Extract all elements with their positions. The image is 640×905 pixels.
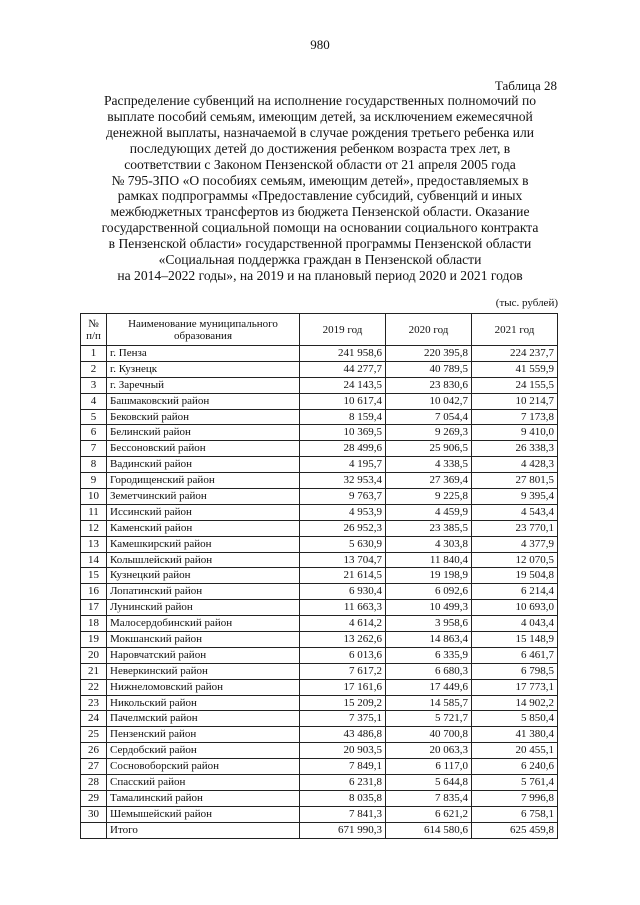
value-2021: 4 543,4: [472, 504, 558, 520]
value-2021: 7 173,8: [472, 409, 558, 425]
value-2019: 13 704,7: [300, 552, 386, 568]
value-2021: 27 801,5: [472, 473, 558, 489]
row-number: 8: [81, 457, 107, 473]
value-2020: 7 835,4: [386, 790, 472, 806]
value-2021: 41 559,9: [472, 361, 558, 377]
value-2021: 14 902,2: [472, 695, 558, 711]
row-number: 3: [81, 377, 107, 393]
value-2020: 5 721,7: [386, 711, 472, 727]
value-2021: 9 410,0: [472, 425, 558, 441]
table-row: [81, 775, 558, 791]
municipality-name: Тамалинский район: [107, 790, 300, 806]
value-2019: 8 159,4: [300, 409, 386, 425]
table-row: [81, 711, 558, 727]
value-2021: 20 455,1: [472, 743, 558, 759]
title-line: денежной выплаты, назначаемой в случае рождения третьего ребенка или: [105, 124, 535, 140]
subvention-table: [80, 313, 558, 839]
header-2021: 2021 год: [472, 314, 558, 346]
table-row: [81, 743, 558, 759]
title-line: последующих детей до достижения ребенком возраста трех лет, в: [129, 140, 511, 156]
total-row: [81, 822, 558, 838]
value-2021: 15 148,9: [472, 632, 558, 648]
value-2021: 6 798,5: [472, 663, 558, 679]
municipality-name: г. Пенза: [107, 346, 300, 362]
table-row: [81, 346, 558, 362]
value-2020: 6 621,2: [386, 806, 472, 822]
value-2020: 17 449,6: [386, 679, 472, 695]
title-line: государственной социальной помощи на основании социального контракта: [101, 220, 539, 236]
row-number: 26: [81, 743, 107, 759]
municipality-name: г. Заречный: [107, 377, 300, 393]
value-2021: 4 043,4: [472, 616, 558, 632]
value-2021: 5 850,4: [472, 711, 558, 727]
municipality-name: Вадинский район: [107, 457, 300, 473]
value-2020: 4 459,9: [386, 504, 472, 520]
value-2020: 27 369,4: [386, 473, 472, 489]
table-row: [81, 409, 558, 425]
table-header-row: [81, 314, 558, 346]
table-row: [81, 632, 558, 648]
total-2019: 671 990,3: [300, 822, 386, 838]
title-line: на 2014–2022 годы», на 2019 и на плановый период 2020 и 2021 годов: [117, 267, 523, 283]
row-number: 12: [81, 520, 107, 536]
value-2019: 11 663,3: [300, 600, 386, 616]
municipality-name: Башмаковский район: [107, 393, 300, 409]
value-2021: 6 214,4: [472, 584, 558, 600]
municipality-name: Спасский район: [107, 775, 300, 791]
municipality-name: Камешкирский район: [107, 536, 300, 552]
value-2019: 6 930,4: [300, 584, 386, 600]
value-2020: 25 906,5: [386, 441, 472, 457]
municipality-name: Наровчатский район: [107, 647, 300, 663]
table-row: [81, 536, 558, 552]
value-2020: 20 063,3: [386, 743, 472, 759]
value-2020: 9 269,3: [386, 425, 472, 441]
table-row: [81, 568, 558, 584]
value-2020: 5 644,8: [386, 775, 472, 791]
municipality-name: Малосердобинский район: [107, 616, 300, 632]
value-2020: 6 117,0: [386, 759, 472, 775]
row-number: 4: [81, 393, 107, 409]
row-number: 23: [81, 695, 107, 711]
table-row: [81, 790, 558, 806]
title-line: рамках подпрограммы «Предоставление субсидий, субвенций и иных: [117, 188, 523, 204]
table-row: [81, 647, 558, 663]
row-number: 14: [81, 552, 107, 568]
table-row: [81, 457, 558, 473]
value-2020: 6 335,9: [386, 647, 472, 663]
title-line: «Социальная поддержка граждан в Пензенской области: [158, 252, 482, 268]
value-2021: 41 380,4: [472, 727, 558, 743]
table-row: [81, 425, 558, 441]
header-name: Наименование муниципального образования: [107, 314, 300, 346]
title-line: межбюджетных трансфертов из бюджета Пензенской области. Оказание: [110, 204, 530, 220]
table-row: [81, 584, 558, 600]
table-row: [81, 552, 558, 568]
value-2020: 220 395,8: [386, 346, 472, 362]
value-2019: 5 630,9: [300, 536, 386, 552]
row-number: 16: [81, 584, 107, 600]
value-2020: 6 680,3: [386, 663, 472, 679]
header-2019: 2019 год: [300, 314, 386, 346]
value-2020: 11 840,4: [386, 552, 472, 568]
value-2021: 19 504,8: [472, 568, 558, 584]
table-label: Таблица 28: [494, 78, 557, 93]
header-num: № п/п: [81, 314, 107, 346]
table-row: [81, 695, 558, 711]
value-2019: 24 143,5: [300, 377, 386, 393]
row-number: 19: [81, 632, 107, 648]
value-2021: 12 070,5: [472, 552, 558, 568]
value-2019: 13 262,6: [300, 632, 386, 648]
municipality-name: Никольский район: [107, 695, 300, 711]
row-number: 2: [81, 361, 107, 377]
value-2019: 7 841,3: [300, 806, 386, 822]
municipality-name: Колышлейский район: [107, 552, 300, 568]
table-row: [81, 377, 558, 393]
units-label: (тыс. рублей): [495, 297, 558, 309]
value-2020: 40 700,8: [386, 727, 472, 743]
value-2019: 7 617,2: [300, 663, 386, 679]
title-line: № 795-ЗПО «О пособиях семьям, имеющим детей», предоставляемых в: [111, 172, 529, 188]
document-title: [70, 93, 570, 284]
value-2021: 224 237,7: [472, 346, 558, 362]
row-number: 25: [81, 727, 107, 743]
municipality-name: Белинский район: [107, 425, 300, 441]
value-2020: 14 863,4: [386, 632, 472, 648]
value-2019: 10 369,5: [300, 425, 386, 441]
value-2019: 44 277,7: [300, 361, 386, 377]
value-2021: 9 395,4: [472, 489, 558, 505]
municipality-name: Сосновоборский район: [107, 759, 300, 775]
table-row: [81, 616, 558, 632]
municipality-name: Лопатинский район: [107, 584, 300, 600]
value-2021: 17 773,1: [472, 679, 558, 695]
municipality-name: Бессоновский район: [107, 441, 300, 457]
value-2020: 6 092,6: [386, 584, 472, 600]
total-empty-cell: [81, 822, 107, 838]
value-2019: 21 614,5: [300, 568, 386, 584]
value-2020: 4 338,5: [386, 457, 472, 473]
value-2021: 6 240,6: [472, 759, 558, 775]
row-number: 22: [81, 679, 107, 695]
row-number: 20: [81, 647, 107, 663]
value-2020: 10 042,7: [386, 393, 472, 409]
row-number: 1: [81, 346, 107, 362]
value-2021: 4 428,3: [472, 457, 558, 473]
value-2019: 7 849,1: [300, 759, 386, 775]
municipality-name: Шемышейский район: [107, 806, 300, 822]
page-number: 980: [310, 37, 330, 52]
row-number: 9: [81, 473, 107, 489]
value-2021: 26 338,3: [472, 441, 558, 457]
value-2021: 5 761,4: [472, 775, 558, 791]
value-2020: 3 958,6: [386, 616, 472, 632]
municipality-name: г. Кузнецк: [107, 361, 300, 377]
title-line: в Пензенской области» государственной программы Пензенской области: [108, 236, 532, 252]
table-row: [81, 520, 558, 536]
municipality-name: Бековский район: [107, 409, 300, 425]
value-2019: 6 013,6: [300, 647, 386, 663]
value-2019: 20 903,5: [300, 743, 386, 759]
value-2021: 10 693,0: [472, 600, 558, 616]
value-2020: 14 585,7: [386, 695, 472, 711]
row-number: 18: [81, 616, 107, 632]
row-number: 11: [81, 504, 107, 520]
value-2020: 40 789,5: [386, 361, 472, 377]
value-2019: 4 195,7: [300, 457, 386, 473]
value-2019: 10 617,4: [300, 393, 386, 409]
value-2021: 24 155,5: [472, 377, 558, 393]
value-2020: 19 198,9: [386, 568, 472, 584]
municipality-name: Сердобский район: [107, 743, 300, 759]
table-row: [81, 473, 558, 489]
row-number: 27: [81, 759, 107, 775]
table-row: [81, 361, 558, 377]
table-row: [81, 727, 558, 743]
row-number: 7: [81, 441, 107, 457]
value-2019: 241 958,6: [300, 346, 386, 362]
municipality-name: Нижнеломовский район: [107, 679, 300, 695]
total-2021: 625 459,8: [472, 822, 558, 838]
header-2020: 2020 год: [386, 314, 472, 346]
row-number: 6: [81, 425, 107, 441]
table-row: [81, 663, 558, 679]
municipality-name: Пачелмский район: [107, 711, 300, 727]
table-row: [81, 441, 558, 457]
row-number: 13: [81, 536, 107, 552]
value-2019: 28 499,6: [300, 441, 386, 457]
value-2019: 17 161,6: [300, 679, 386, 695]
value-2019: 8 035,8: [300, 790, 386, 806]
value-2021: 6 461,7: [472, 647, 558, 663]
municipality-name: Иссинский район: [107, 504, 300, 520]
row-number: 21: [81, 663, 107, 679]
table-row: [81, 393, 558, 409]
value-2019: 6 231,8: [300, 775, 386, 791]
value-2020: 9 225,8: [386, 489, 472, 505]
row-number: 5: [81, 409, 107, 425]
table-row: [81, 600, 558, 616]
value-2020: 23 830,6: [386, 377, 472, 393]
title-line: Распределение субвенций на исполнение государственных полномочий по: [103, 93, 537, 108]
row-number: 30: [81, 806, 107, 822]
municipality-name: Пензенский район: [107, 727, 300, 743]
municipality-name: Каменский район: [107, 520, 300, 536]
total-label: Итого: [107, 822, 300, 838]
table-row: [81, 489, 558, 505]
municipality-name: Мокшанский район: [107, 632, 300, 648]
municipality-name: Городищенский район: [107, 473, 300, 489]
value-2019: 7 375,1: [300, 711, 386, 727]
table-row: [81, 806, 558, 822]
value-2021: 23 770,1: [472, 520, 558, 536]
value-2019: 15 209,2: [300, 695, 386, 711]
value-2019: 26 952,3: [300, 520, 386, 536]
value-2020: 7 054,4: [386, 409, 472, 425]
value-2019: 32 953,4: [300, 473, 386, 489]
table-row: [81, 759, 558, 775]
row-number: 17: [81, 600, 107, 616]
value-2020: 23 385,5: [386, 520, 472, 536]
value-2021: 4 377,9: [472, 536, 558, 552]
row-number: 24: [81, 711, 107, 727]
municipality-name: Лунинский район: [107, 600, 300, 616]
municipality-name: Неверкинский район: [107, 663, 300, 679]
table-row: [81, 679, 558, 695]
value-2020: 4 303,8: [386, 536, 472, 552]
value-2019: 4 614,2: [300, 616, 386, 632]
total-2020: 614 580,6: [386, 822, 472, 838]
value-2019: 43 486,8: [300, 727, 386, 743]
row-number: 28: [81, 775, 107, 791]
row-number: 10: [81, 489, 107, 505]
value-2019: 9 763,7: [300, 489, 386, 505]
municipality-name: Земетчинский район: [107, 489, 300, 505]
row-number: 29: [81, 790, 107, 806]
value-2021: 10 214,7: [472, 393, 558, 409]
row-number: 15: [81, 568, 107, 584]
value-2021: 7 996,8: [472, 790, 558, 806]
municipality-name: Кузнецкий район: [107, 568, 300, 584]
title-line: выплате пособий семьям, имеющим детей, за исключением ежемесячной: [107, 108, 533, 124]
title-line: соответствии с Законом Пензенской области от 21 апреля 2005 года: [124, 156, 516, 172]
table-row: [81, 504, 558, 520]
value-2019: 4 953,9: [300, 504, 386, 520]
value-2021: 6 758,1: [472, 806, 558, 822]
value-2020: 10 499,3: [386, 600, 472, 616]
